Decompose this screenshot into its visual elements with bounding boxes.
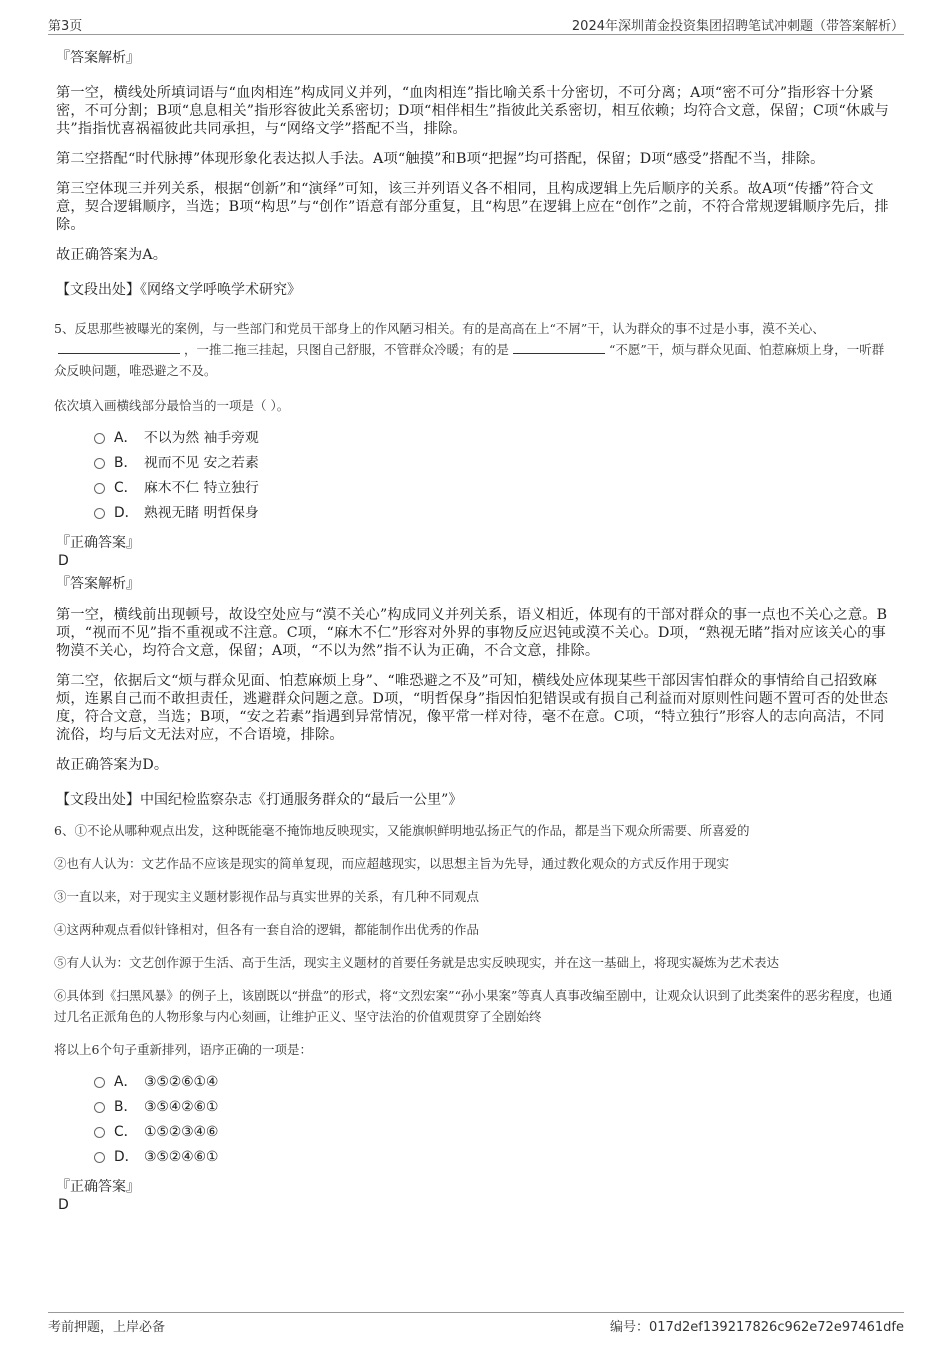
analysis-title: 『答案解析』: [56, 576, 140, 592]
question-5-stem: 5、反思那些被曝光的案例，与一些部门和党员干部身上的作风陋习相关。有的是高高在上“不屑”干，认为群众的事不过是小事，漠不关心、，一推二拖三挂起，只图自己舒服，不管群众冷暖；有的是 “不愿”干，烦与群众见面、怕惹麻烦上身，一听群众反映问题，唯恐避之不及。: [54, 321, 885, 378]
document-id: 编号：017d2ef139217826c962e72e97461dfe: [609, 1320, 904, 1335]
analysis-conclusion: 故正确答案为D。: [56, 757, 169, 773]
radio-icon[interactable]: [94, 483, 105, 494]
radio-icon[interactable]: [94, 1077, 105, 1088]
correct-answer-label: 『正确答案』: [56, 535, 140, 551]
question-6-sentence: 6、①不论从哪种观点出发，这种既能毫不掩饰地反映现实，又能旗帜鲜明地弘扬正气的作品，都是当下观众所需要、所喜爱的: [54, 823, 750, 838]
analysis-title: 『答案解析』: [56, 50, 140, 66]
page-footer: [48, 1312, 904, 1333]
option-c[interactable]: C． ①⑤②③④⑥: [94, 1120, 896, 1145]
analysis-paragraph: 第一空，横线处所填词语与“血肉相连”构成同义并列，“血肉相连”指比喻关系十分密切，不可分离；A项“密不可分”指形容十分紧密，不可分割；B项“息息相关”指形容彼此关系密切；D项“相伴相生”指彼此关系密切，相互依赖；均符合文意，保留；C项“休戚与共”指指忧喜祸福彼此共同承担，与“网络文学”搭配不当，排除。: [56, 85, 890, 137]
passage-source: 【文段出处】中国纪检监察杂志《打通服务群众的“最后一公里”》: [56, 792, 463, 808]
option-b[interactable]: B． 视而不见 安之若素: [94, 451, 896, 476]
radio-icon[interactable]: [94, 508, 105, 519]
correct-answer-value: D: [58, 553, 69, 569]
option-a[interactable]: A． ③⑤②⑥①④: [94, 1070, 896, 1095]
question-5-options: [94, 426, 896, 526]
footer-slogan: 考前押题，上岸必备: [48, 1320, 166, 1335]
question-6-sentence: ⑥具体到《扫黑风暴》的例子上，该剧既以“拼盘”的形式，将“文烈宏案”“孙小果案”等真人真事改编至剧中，让观众认识到了此类案件的恶劣程度，也通过几名正派角色的人物形象与内心刻画，让维护正义、坚守法治的价值观贯穿了全剧始终: [54, 988, 893, 1024]
radio-icon[interactable]: [94, 458, 105, 469]
page-number: 第3页: [48, 19, 83, 34]
analysis-paragraph: 第一空，横线前出现顿号，故设空处应与“漠不关心”构成同义并列关系，语义相近，体现有的干部对群众的事一点也不关心之意。B项，“视而不见”指不重视或不注意。C项，“麻木不仁”形容对外界的事物反应迟钝或漠不关心。D项，“熟视无睹”指对应该关心的事物漠不关心，均符合文意，保留；A项，“不以为然”指不认为正确，不合文意，排除。: [56, 607, 888, 659]
correct-answer-label: 『正确答案』: [56, 1179, 140, 1195]
fill-blank: [513, 341, 605, 354]
analysis-paragraph: 第三空体现三并列关系，根据“创新”和“演绎”可知，该三并列语义各不相同，且构成逻辑上先后顺序的关系。故A项“传播”符合文意，契合逻辑顺序，当选；B项“构思”与“创作”语意有部分重复，且“构思”在逻辑上应在“创作”之前，不符合常规逻辑顺序先后，排除。: [56, 181, 889, 233]
passage-source: 【文段出处】《网络文学呼唤学术研究》: [56, 282, 301, 298]
analysis-conclusion: 故正确答案为A。: [56, 247, 168, 263]
page-content: [56, 44, 896, 1214]
question-6-sentence: ②也有人认为：文艺作品不应该是现实的简单复现，而应超越现实，以思想主旨为先导，通过教化观众的方式反作用于现实: [54, 856, 730, 871]
radio-icon[interactable]: [94, 1102, 105, 1113]
question-6-prompt: 将以上6个句子重新排列，语序正确的一项是：: [54, 1042, 312, 1057]
radio-icon[interactable]: [94, 1127, 105, 1138]
question-6-sentence: ③一直以来，对于现实主义题材影视作品与真实世界的关系，有几种不同观点: [54, 889, 480, 904]
question-6-sentence: ⑤有人认为：文艺创作源于生活、高于生活，现实主义题材的首要任务就是忠实反映现实，并在这一基础上，将现实凝炼为艺术表达: [54, 955, 780, 970]
correct-answer-value: D: [58, 1197, 69, 1213]
radio-icon[interactable]: [94, 433, 105, 444]
analysis-paragraph: 第二空，依据后文“烦与群众见面、怕惹麻烦上身”、“唯恐避之不及”可知，横线处应体现某些干部因害怕群众的事情给自己招致麻烦，连累自己而不敢担责任，逃避群众问题之意。D项，“明哲保身”指因怕犯错误或有损自己利益而对原则性问题不置可否的处世态度，符合文意，当选；B项，“安之若素”指遇到异常情况，像平常一样对待，毫不在意。C项，“特立独行”形容人的志向高洁，不同流俗，均与后文无法对应，不合语境，排除。: [56, 673, 889, 743]
option-d[interactable]: D． 熟视无睹 明哲保身: [94, 501, 896, 526]
option-a[interactable]: A． 不以为然 袖手旁观: [94, 426, 896, 451]
option-c[interactable]: C． 麻木不仁 特立独行: [94, 476, 896, 501]
analysis-paragraph: 第二空搭配“时代脉搏”体现形象化表达拟人手法。A项“触摸”和B项“把握”均可搭配，保留；D项“感受”搭配不当，排除。: [56, 151, 825, 167]
question-6-sentence: ④这两种观点看似针锋相对，但各有一套自洽的逻辑，都能制作出优秀的作品: [54, 922, 480, 937]
question-5-prompt: 依次填入画横线部分最恰当的一项是（ ）。: [54, 398, 290, 413]
fill-blank: [58, 341, 180, 354]
option-d[interactable]: D． ③⑤②④⑥①: [94, 1145, 896, 1170]
document-title: 2024年深圳莆金投资集团招聘笔试冲刺题（带答案解析）: [571, 19, 904, 34]
radio-icon[interactable]: [94, 1152, 105, 1163]
question-6-options: [94, 1070, 896, 1170]
option-b[interactable]: B． ③⑤④②⑥①: [94, 1095, 896, 1120]
page-header: [48, 12, 904, 35]
